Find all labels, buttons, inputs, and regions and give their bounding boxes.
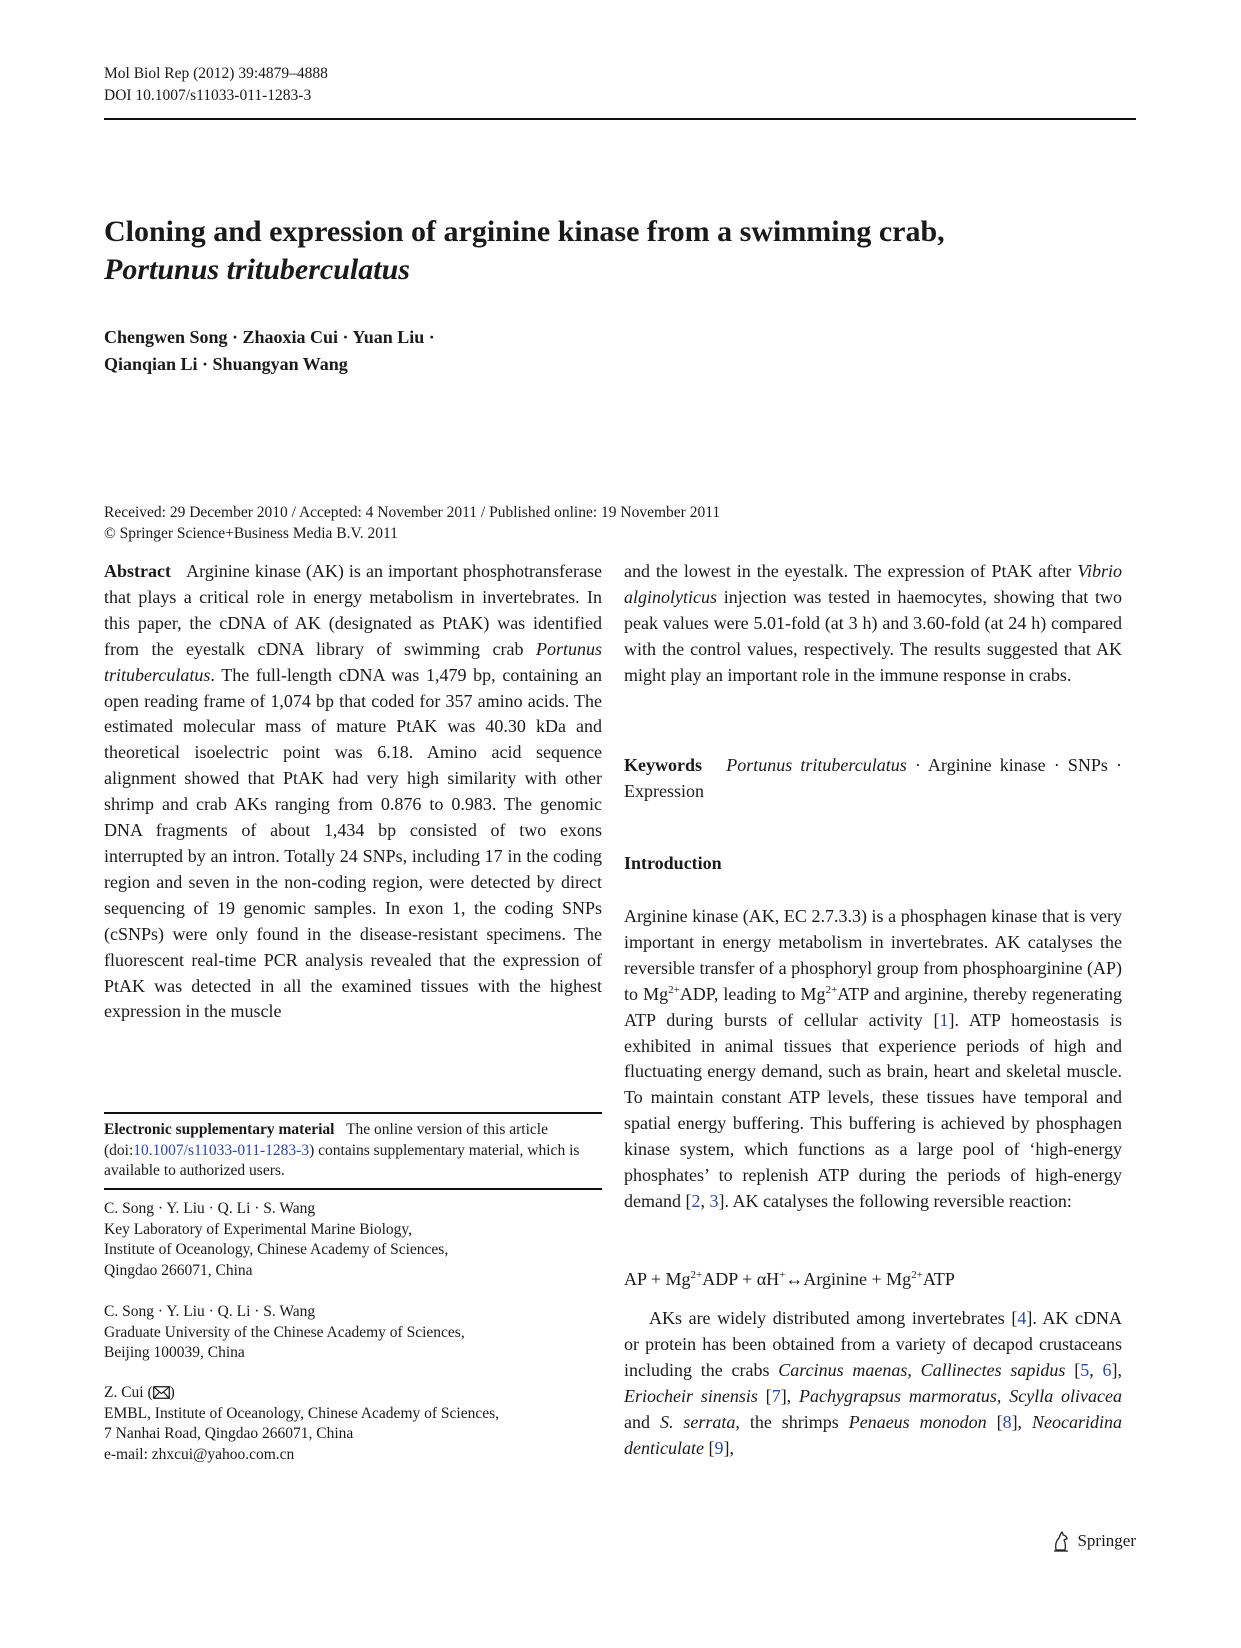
reference-link[interactable]: 7 <box>771 1385 781 1406</box>
species-name: Portunus trituberculatus <box>104 638 602 685</box>
publisher-name: Springer <box>1077 1531 1136 1550</box>
affiliation-rule <box>104 1188 602 1190</box>
reference-link[interactable]: 4 <box>1017 1308 1027 1328</box>
authors-line-2: Qianqian Li · Shuangyan Wang <box>104 354 348 374</box>
doi-link[interactable]: 10.1007/s11033-011-1283-3 <box>133 1141 310 1159</box>
keywords-heading: Keywords <box>624 755 702 775</box>
springer-horse-icon <box>1051 1530 1071 1552</box>
header-rule <box>104 118 1136 120</box>
reference-link[interactable]: 2 <box>691 1190 701 1211</box>
abstract-heading: Abstract <box>104 561 171 581</box>
copyright: © Springer Science+Business Media B.V. 2011 <box>104 525 398 542</box>
intro-paragraph-1: Arginine kinase (AK, EC 2.7.3.3) is a phosphagen kinase that is very important in energy metabolism in invertebrates. AK catalyses the reversible transfer of a phosphoryl group from phosphoarginine (AP) to $Mg^{2+}ADP$, leading to $Mg^{2+}ATP$ and arginine, thereby regenerating ATP during bursts of cellular activity [1]. ATP homeostasis is exhibited in animal tissues that experience periods of high and fluctuating energy demand, such as brain, heart and skeletal muscle. To maintain constant ATP levels, these tissues have temporal and spatial energy buffering. This buffering is achieved by phosphagen kinase system, which functions as a large pool of ‘high-energy phosphates’ to replenish ATP during the periods of high-energy demand [2, 3]. AK catalyses the following reversible reaction: <box>624 906 1123 1211</box>
reference-link[interactable]: 1 <box>939 1009 949 1030</box>
history-dates: Received: 29 December 2010 / Accepted: 4 November 2011 / Published online: 19 November 2011 <box>104 504 721 521</box>
footnote-rule <box>104 1112 602 1114</box>
reference-link[interactable]: 8 <box>1002 1411 1012 1432</box>
journal-header <box>104 63 328 107</box>
title-line-1: Cloning and expression of arginine kinase from a swimming crab, <box>104 215 945 248</box>
abstract: Abstract Arginine kinase (AK) is an important phosphotransferase that plays a critical role in energy metabolism in invertebrates. In this paper, the cDNA of AK (designated as PtAK) was identified from the eyestalk cDNA library of swimming crab Portunus trituberculatus. The full-length cDNA was 1,479 bp, containing an open reading frame of 1,074 bp that coded for 357 amino acids. The estimated molecular mass of mature PtAK was 40.30 kDa and theoretical isoelectric point was 6.18. Amino acid sequence alignment showed that PtAK had very high similarity with other shrimp and crab AKs ranging from 0.876 to 0.983. The genomic DNA fragments of about 1,434 bp consisted of two exons interrupted by an intron. Totally 24 SNPs, including 17 in the coding region and seven in the non-coding region, were detected by direct sequencing of 19 genomic samples. In exon 1, the coding SNPs (cSNPs) were only found in the disease-resistant specimens. The fluorescent real-time PCR analysis revealed that the expression of PtAK was detected in all the examined tissues with the highest expression in the muscle <box>104 561 602 1022</box>
article-title <box>104 213 1134 289</box>
affiliation-1: C. Song · Y. Liu · Q. Li · S. Wang Key Laboratory of Experimental Marine Biology, Institute of Oceanology, Chinese Academy of Sciences, Qingdao 266071, China <box>104 1200 449 1279</box>
reference-link[interactable]: 3 <box>709 1190 719 1211</box>
abstract-column <box>104 559 602 1025</box>
reaction-equation: AP + $Mg^{2+}ADP$ + αH+↔Arginine + $Mg^{2+}ATP$ <box>624 1269 955 1289</box>
right-column <box>624 559 1122 689</box>
abstract-continued: and the lowest in the eyestalk. The expression of PtAK after Vibrio alginolyticus injection was tested in haemocytes, showing that two peak values were 5.01-fold (at 3 h) and 3.60-fold (at 24 h) compared with the control values, respectively. The results suggested that AK might play an important role in the immune response in crabs. <box>624 561 1122 685</box>
corresponding-email[interactable]: e-mail: zhxcui@yahoo.com.cn <box>104 1445 295 1463</box>
envelope-icon <box>153 1386 170 1399</box>
supplementary-note: Electronic supplementary material The online version of this article (doi:10.1007/s11033-011-1283-3) contains supplementary material, which is available to authorized users. <box>104 1121 580 1179</box>
reference-link[interactable]: 9 <box>714 1437 724 1458</box>
publication-dates <box>104 502 720 544</box>
journal-citation: Mol Biol Rep (2012) 39:4879–4888 <box>104 65 328 82</box>
intro-paragraph-2: AKs are widely distributed among invertebrates [4]. AK cDNA or protein has been obtained from a variety of decapod crustaceans including the crabs Carcinus maenas, Callinectes sapidus [5, 6], Eriocheir sinensis [7], Pachygrapsus marmoratus, Scylla olivacea and S. serrata, the shrimps Penaeus monodon [8], Neocaridina denticulate [9], <box>624 1308 1123 1458</box>
introduction-body <box>624 904 1122 1215</box>
reference-link[interactable]: 6 <box>1102 1359 1112 1380</box>
introduction-heading: Introduction <box>624 853 722 873</box>
affiliation-2: C. Song · Y. Liu · Q. Li · S. Wang Graduate University of the Chinese Academy of Sciences, Beijing 100039, China <box>104 1303 465 1361</box>
authors-line-1: Chengwen Song · Zhaoxia Cui · Yuan Liu · <box>104 327 435 347</box>
affiliation-3: Z. Cui ( ) EMBL, Institute of Oceanology, Chinese Academy of Sciences, 7 Nanhai Road, Qingdao 266071, China e-mail: zhxcui@yahoo.com.cn <box>104 1383 602 1465</box>
reference-link[interactable]: 5 <box>1080 1359 1090 1380</box>
author-list <box>104 324 435 378</box>
journal-doi: DOI 10.1007/s11033-011-1283-3 <box>104 87 312 104</box>
keywords: Keywords Portunus trituberculatus · Arginine kinase · SNPs · Expression <box>624 755 1122 801</box>
title-line-2: Portunus trituberculatus <box>104 253 410 286</box>
publisher-logo <box>1051 1530 1136 1552</box>
